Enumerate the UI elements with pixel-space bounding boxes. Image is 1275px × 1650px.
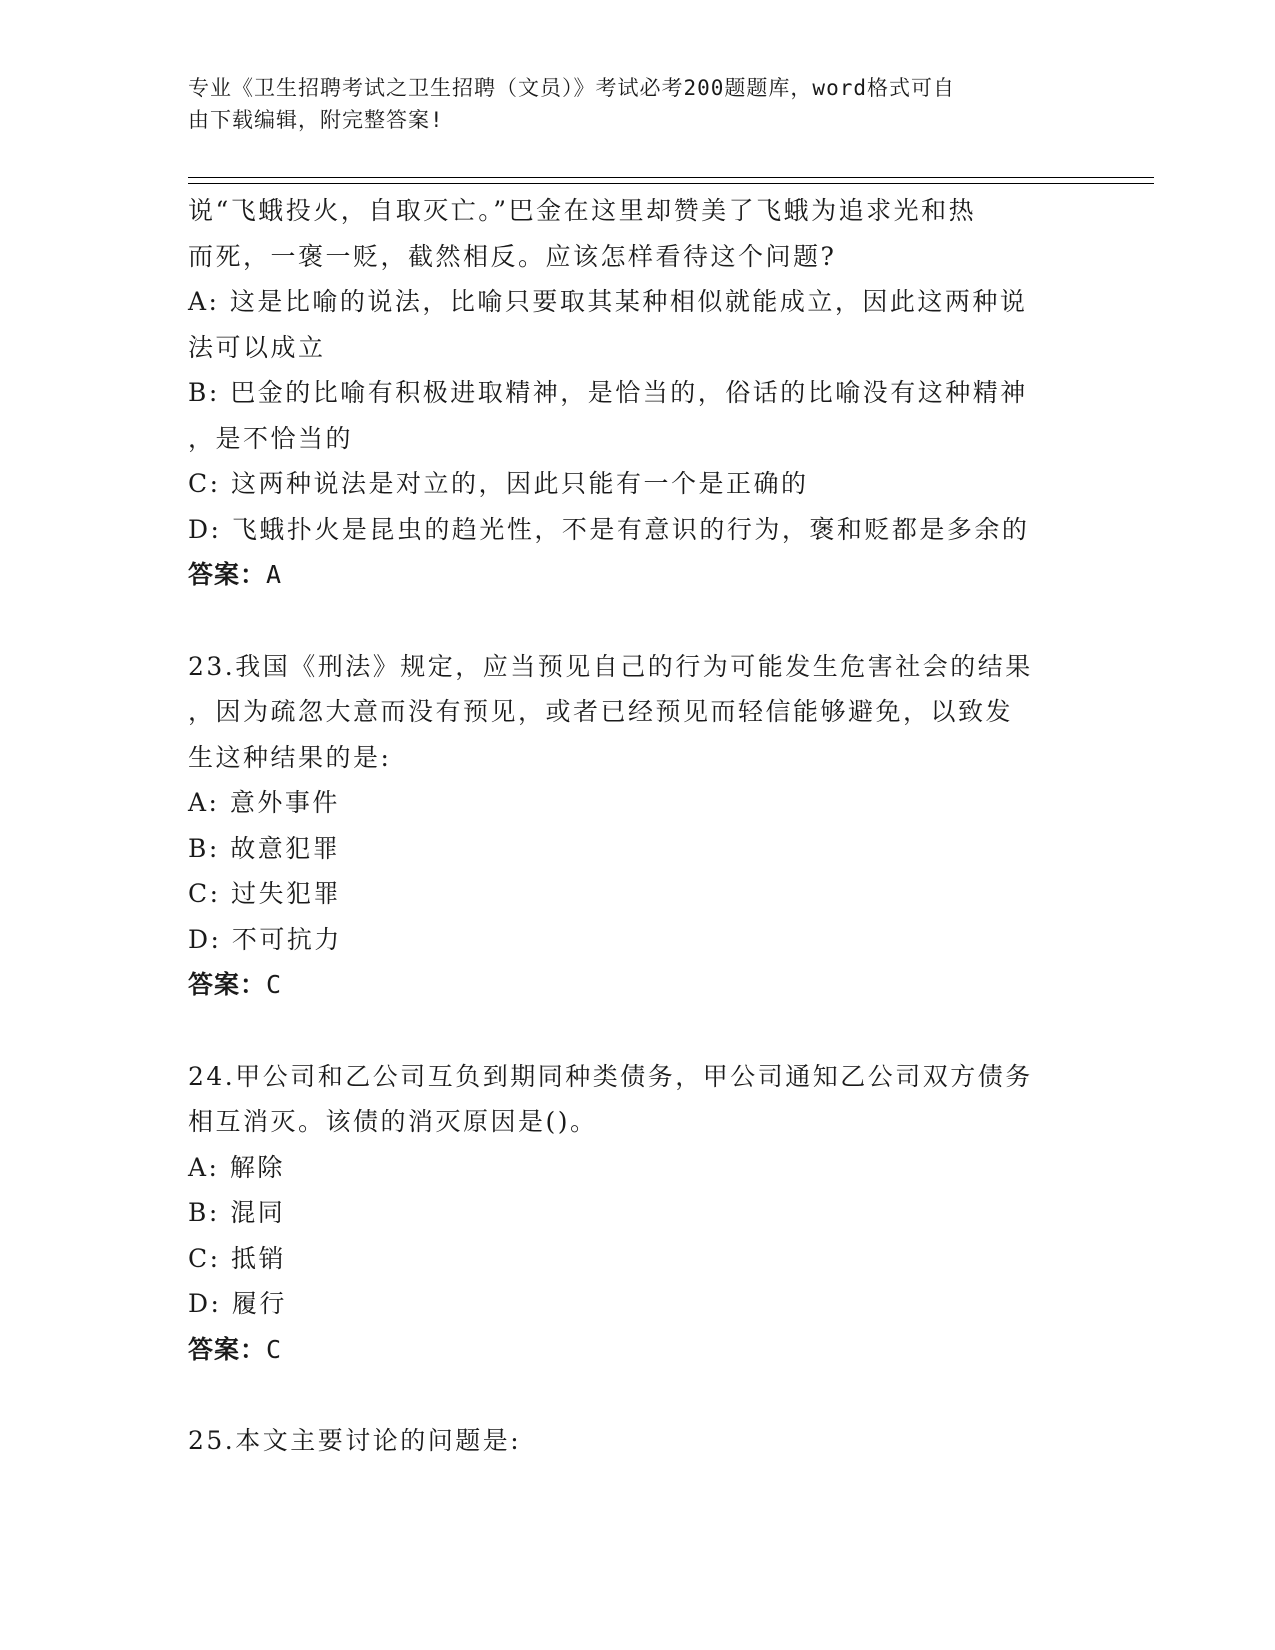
- option-d: D: 飞蛾扑火是昆虫的趋光性，不是有意识的行为，褒和贬都是多余的: [188, 514, 1030, 544]
- spacer: [188, 598, 1088, 644]
- answer-line: [188, 962, 1088, 1008]
- option-b-continued: ，是不恰当的: [188, 423, 354, 453]
- answer-label: 答案：: [188, 560, 267, 589]
- header-line-1: 专业《卫生招聘考试之卫生招聘（文员）》考试必考200题题库，word格式可自: [188, 76, 955, 100]
- answer-label: 答案：: [188, 1334, 267, 1364]
- answer-label: 答案：: [188, 970, 267, 999]
- option-d: D: 履行: [188, 1289, 287, 1318]
- document-header: [188, 72, 1088, 136]
- spacer: [188, 1372, 1088, 1418]
- question-24: [188, 1054, 1088, 1373]
- spacer: [188, 1008, 1088, 1054]
- header-line-2: 由下载编辑，附完整答案!: [188, 108, 444, 132]
- option-a: A: 解除: [188, 1152, 285, 1182]
- option-b: B: 巴金的比喻有积极进取精神，是恰当的，俗话的比喻没有这种精神: [188, 378, 1028, 407]
- question-stem: 24.甲公司和乙公司互负到期同种类债务，甲公司通知乙公司双方债务: [188, 1061, 1033, 1091]
- question-22: [188, 188, 1088, 598]
- document-body: [188, 188, 1088, 1464]
- question-stem: 生这种结果的是:: [188, 742, 392, 772]
- question-stem: 相互消灭。该债的消灭原因是()。: [188, 1107, 598, 1136]
- question-25: [188, 1418, 1088, 1464]
- option-a-continued: 法可以成立: [188, 332, 326, 362]
- question-stem: 而死，一褒一贬，截然相反。应该怎样看待这个问题?: [188, 241, 837, 271]
- answer-line: [188, 1327, 1088, 1373]
- answer-line: [188, 552, 1088, 598]
- option-c: C: 抵销: [188, 1243, 286, 1273]
- question-stem: 25.本文主要讨论的问题是:: [188, 1426, 522, 1455]
- option-b: B: 混同: [188, 1198, 286, 1227]
- header-divider-bottom: [188, 183, 1154, 184]
- question-stem: 说“飞蛾投火，自取灭亡。”巴金在这里却赞美了飞蛾为追求光和热: [188, 196, 977, 225]
- question-stem: 23.我国《刑法》规定，应当预见自己的行为可能发生危害社会的结果: [188, 651, 1033, 681]
- option-c: C: 过失犯罪: [188, 879, 341, 908]
- header-divider-top: [188, 177, 1154, 178]
- option-b: B: 故意犯罪: [188, 833, 341, 863]
- answer-value: C: [266, 1334, 283, 1364]
- question-23: [188, 644, 1088, 1008]
- option-d: D: 不可抗力: [188, 924, 342, 954]
- option-c: C: 这两种说法是对立的，因此只能有一个是正确的: [188, 469, 809, 498]
- answer-value: C: [266, 970, 283, 999]
- answer-value: A: [266, 560, 283, 589]
- question-stem: ，因为疏忽大意而没有预见，或者已经预见而轻信能够避免，以致发: [188, 697, 1014, 726]
- option-a: A: 这是比喻的说法，比喻只要取其某种相似就能成立，因此这两种说: [188, 287, 1028, 316]
- option-a: A: 意外事件: [188, 788, 340, 817]
